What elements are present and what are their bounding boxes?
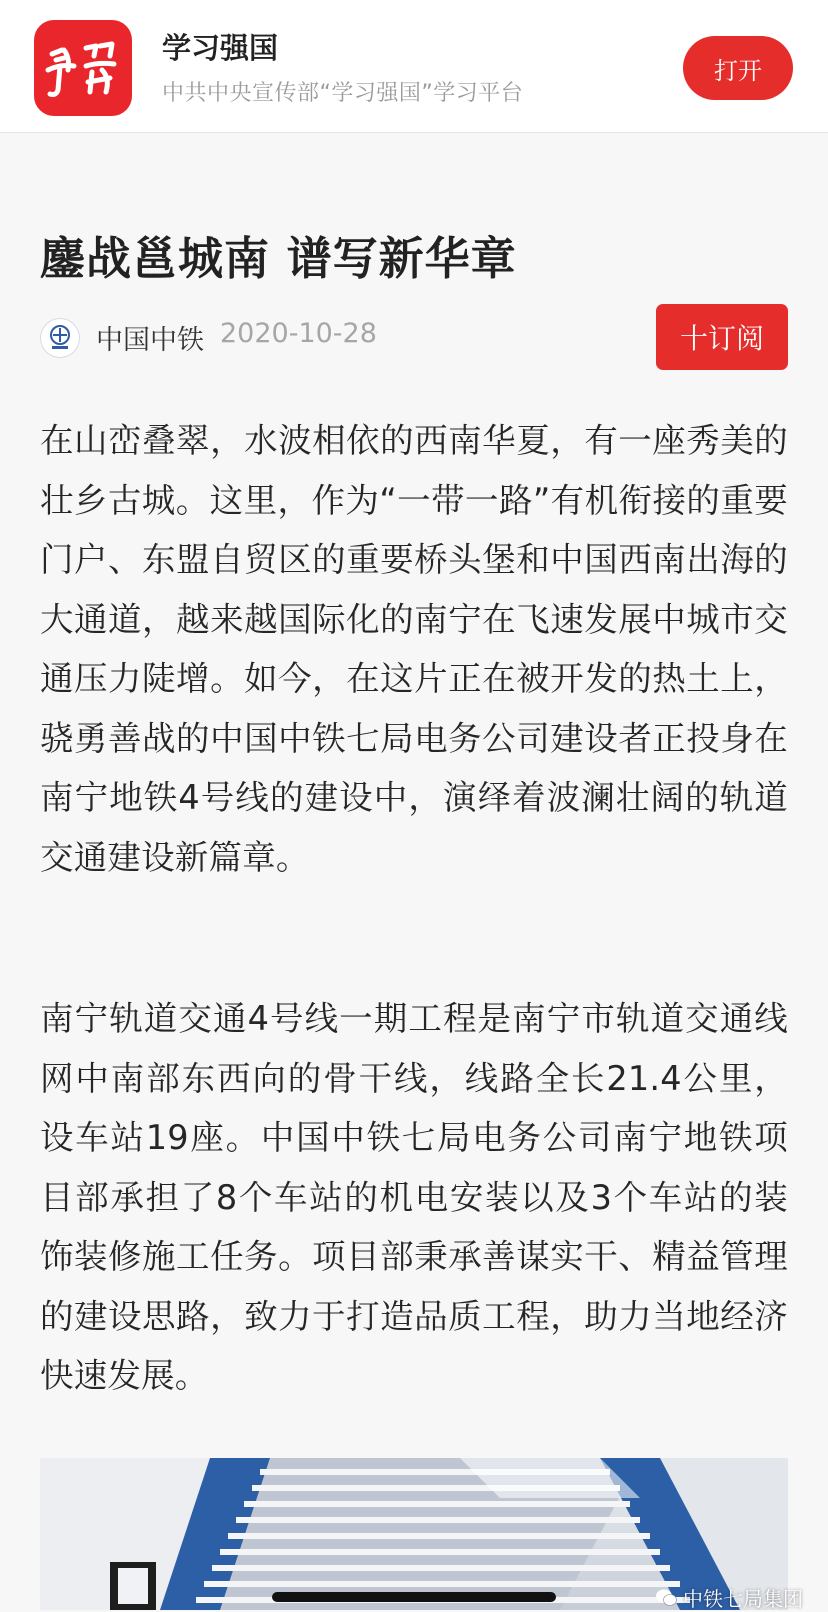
article-paragraph: 南宁轨道交通4号线一期工程是南宁市轨道交通线网中南部东西向的骨干线，线路全长21.4公里，设车站19座。中国中铁七局电务公司南宁地铁项目部承担了8个车站的机电安装以及3个车站的装饰装修施工任务。项目部秉承善谋实干、精益管理的建设思路，致力于打造品质工程，助力当地经济快速发展。 — [40, 999, 788, 1395]
app-download-banner — [0, 0, 828, 133]
open-app-button[interactable]: 打开 — [683, 36, 793, 100]
wechat-icon — [655, 1588, 677, 1608]
watermark — [655, 1583, 803, 1612]
publish-date: 2020-10-28 — [220, 318, 377, 349]
subscribe-button[interactable]: 十订阅 — [656, 304, 788, 370]
home-indicator[interactable] — [272, 1592, 556, 1602]
source-avatar[interactable] — [40, 318, 80, 358]
source-name[interactable]: 中国中铁 — [96, 325, 204, 356]
app-description: 中共中央宣传部“学习强国”学习平台 — [162, 81, 524, 106]
app-name: 学习强国 — [162, 31, 279, 65]
watermark-text: 中铁七局集团 — [683, 1587, 803, 1611]
xuexi-logo-icon[interactable] — [34, 20, 132, 116]
article-paragraph: 在山峦叠翠，水波相依的西南华夏，有一座秀美的壮乡古城。这里，作为“一带一路”有机衔接的重要门户、东盟自贸区的重要桥头堡和中国西南出海的大通道，越来越国际化的南宁在飞速发展中城市交通压力陡增。如今，在这片正在被开发的热土上，骁勇善战的中国中铁七局电务公司建设者正投身在南宁地铁4号线的建设中，演绎着波澜壮阔的轨道交通建设新篇章。 — [40, 421, 788, 877]
article-title: 鏖战邕城南 谱写新华章 — [40, 232, 517, 285]
